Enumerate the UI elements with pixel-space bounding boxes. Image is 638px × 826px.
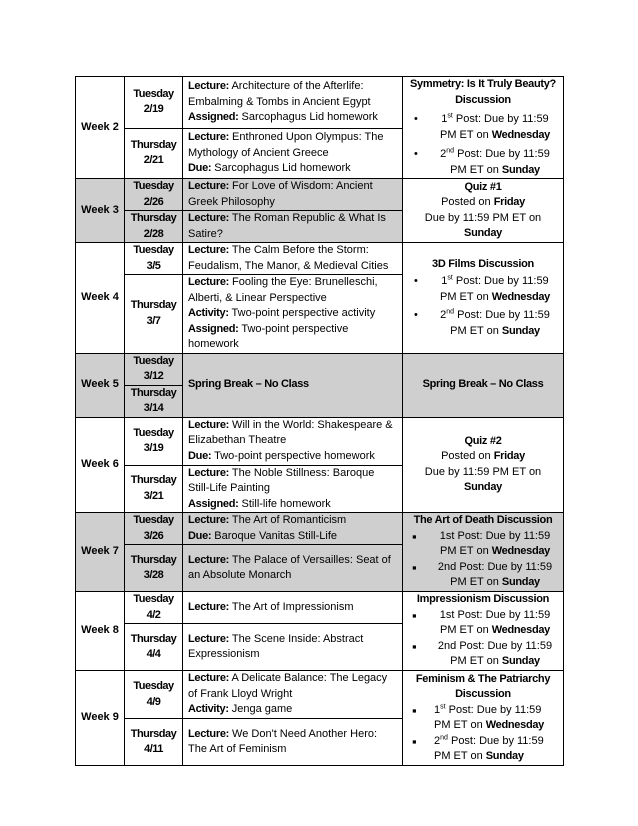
- date-cell: [125, 624, 183, 671]
- day-name: Thursday: [130, 212, 177, 224]
- lecture-key: Lecture:: [188, 466, 229, 479]
- due-value: Baroque Vanitas Still-Life: [211, 529, 338, 542]
- schedule-table: [75, 76, 564, 766]
- day-date: 3/7: [146, 314, 161, 327]
- lesson-cell: [183, 545, 403, 592]
- lecture-title: The Calm Before the Storm: Feudalism, The Manor, & Medieval Cities: [188, 244, 389, 272]
- assignment-cell: Spring Break – No Class: [403, 353, 564, 417]
- day-name: Thursday: [130, 632, 177, 645]
- lecture-title: The Palace of Versailles: Seat of an Absolute Monarch: [188, 553, 391, 581]
- lesson-cell: [183, 592, 403, 624]
- day-name: Tuesday: [133, 514, 174, 526]
- assigned-value: Sarcophagus Lid homework: [238, 111, 378, 124]
- assignment-posted: Posted on Friday: [441, 450, 525, 463]
- assignment-title: Quiz #2: [464, 434, 502, 447]
- list-item: ▪ 1st Post: Due by 11:59 PM ET on Wednesday: [408, 608, 558, 639]
- lecture-title: The Roman Republic & What Is Satire?: [188, 212, 386, 240]
- assignment-title: The Art of Death Discussion: [413, 514, 553, 527]
- lecture-key: Lecture:: [188, 276, 229, 288]
- date-cell: [125, 179, 183, 211]
- day-name: Thursday: [130, 474, 177, 487]
- date-cell: [125, 77, 183, 129]
- day-name: Tuesday: [133, 354, 174, 367]
- due-key: Due:: [188, 162, 212, 175]
- lecture-title: The Noble Stillness: Baroque Still-Life Painting: [188, 466, 375, 494]
- lecture-key: Lecture:: [188, 244, 229, 256]
- lecture-key: Lecture:: [188, 80, 229, 93]
- day-name: Tuesday: [133, 426, 174, 439]
- lecture-key: Lecture:: [188, 727, 229, 740]
- date-cell: [125, 275, 183, 354]
- lesson-cell: [183, 465, 403, 513]
- lecture-title: For Love of Wisdom: Ancient Greek Philosophy: [188, 180, 373, 208]
- day-name: Tuesday: [133, 593, 174, 605]
- day-name: Thursday: [130, 299, 177, 312]
- assignment-due: Due by 11:59 PM ET on: [424, 465, 542, 478]
- list-item: • 2nd Post: Due by 11:59 PM ET on Sunday: [408, 147, 558, 178]
- week-label: Week 6: [76, 417, 125, 513]
- assignment-cell: [403, 179, 564, 243]
- lecture-title: Enthroned Upon Olympus: The Mythology of Ancient Greece: [188, 131, 384, 159]
- lesson-cell: [183, 417, 403, 465]
- lesson-cell: [183, 243, 403, 275]
- list-item: • 1st Post: Due by 11:59 PM ET on Wednesday: [408, 112, 558, 143]
- list-item: ▪ 2nd Post: Due by 11:59 PM ET on Sunday: [408, 639, 558, 670]
- activity-value: Jenga game: [228, 703, 293, 716]
- day-date: 3/28: [143, 569, 164, 581]
- day-name: Tuesday: [133, 87, 174, 100]
- date-cell: [125, 385, 183, 417]
- lesson-cell: [183, 624, 403, 671]
- lesson-cell: Spring Break – No Class: [183, 353, 403, 417]
- assigned-key: Assigned:: [188, 111, 239, 124]
- lesson-cell: [183, 211, 403, 243]
- day-date: 3/5: [146, 259, 161, 272]
- lecture-title: Fooling the Eye: Brunelleschi, Alberti, & Linear Perspective: [188, 276, 378, 304]
- day-date: 2/21: [143, 154, 164, 167]
- week-label: Week 4: [76, 243, 125, 354]
- table-row: [76, 592, 564, 624]
- week-label: Week 8: [76, 592, 125, 671]
- lecture-key: Lecture:: [188, 672, 229, 685]
- assignment-cell: [403, 592, 564, 671]
- lecture-key: Lecture:: [188, 632, 229, 645]
- day-date: 3/12: [143, 370, 164, 382]
- day-date: 2/28: [143, 227, 164, 240]
- assignment-posted: Posted on Friday: [441, 196, 525, 208]
- lecture-title: The Art of Impressionism: [229, 600, 354, 613]
- day-name: Thursday: [130, 386, 177, 399]
- activity-value: Two-point perspective activity: [228, 307, 376, 319]
- lecture-title: A Delicate Balance: The Legacy of Frank Lloyd Wright: [188, 672, 388, 700]
- assignment-due: Due by 11:59 PM ET on: [424, 211, 542, 224]
- assignment-cell: [403, 243, 564, 354]
- date-cell: [125, 513, 183, 545]
- assignment-cell: [403, 77, 564, 179]
- assignment-title: 3D Films Discussion: [432, 257, 534, 270]
- week-label: Week 3: [76, 179, 125, 243]
- table-row: [76, 179, 564, 211]
- lecture-key: Lecture:: [188, 131, 229, 144]
- assignment-due-day: Sunday: [464, 481, 502, 494]
- day-date: 4/9: [146, 695, 161, 708]
- lecture-title: Will in the World: Shakespeare & Elizabethan Theatre: [188, 418, 393, 447]
- due-key: Due:: [188, 529, 212, 542]
- assigned-value: Two-point perspective homework: [188, 322, 349, 350]
- date-cell: [125, 719, 183, 766]
- lecture-key: Lecture:: [188, 418, 229, 431]
- table-row: [76, 513, 564, 545]
- date-cell: [125, 243, 183, 275]
- week-label: Week 2: [76, 77, 125, 179]
- due-value: Two-point perspective homework: [211, 449, 375, 462]
- day-date: 4/2: [146, 608, 161, 621]
- activity-key: Activity:: [188, 307, 229, 319]
- assignment-title: Feminism & The Patriarchy Discussion: [415, 672, 551, 700]
- day-date: 3/14: [143, 402, 164, 414]
- activity-key: Activity:: [188, 703, 229, 716]
- assigned-key: Assigned:: [188, 497, 239, 510]
- list-item: ▪ 1st Post: Due by 11:59 PM ET on Wednesday: [408, 529, 558, 560]
- lesson-cell: [183, 275, 403, 354]
- date-cell: [125, 592, 183, 624]
- assignment-cell: [403, 417, 564, 513]
- week-label: Week 5: [76, 353, 125, 417]
- lecture-title: Architecture of the Afterlife: Embalming & Tombs in Ancient Egypt: [188, 80, 371, 108]
- assignment-title: Symmetry: Is It Truly Beauty? Discussion: [410, 78, 556, 106]
- lecture-key: Lecture:: [188, 180, 229, 192]
- day-name: Tuesday: [133, 680, 174, 692]
- week-label: Week 9: [76, 671, 125, 766]
- lecture-key: Lecture:: [188, 514, 229, 526]
- day-date: 3/21: [143, 489, 164, 502]
- lecture-key: Lecture:: [188, 212, 229, 224]
- date-cell: [125, 128, 183, 178]
- day-date: 3/26: [143, 529, 164, 542]
- assignment-due-day: Sunday: [464, 227, 502, 239]
- list-item: • 1st Post: Due by 11:59 PM ET on Wednesday: [408, 274, 558, 305]
- lecture-title: The Scene Inside: Abstract Expressionism: [188, 632, 364, 660]
- list-item: ▪ 2nd Post: Due by 11:59 PM ET on Sunday: [408, 734, 558, 765]
- assignment-cell: [403, 671, 564, 766]
- lecture-key: Lecture:: [188, 600, 229, 613]
- day-name: Tuesday: [133, 244, 174, 256]
- day-name: Thursday: [130, 727, 177, 740]
- table-row: [76, 77, 564, 129]
- date-cell: [125, 671, 183, 719]
- lesson-cell: [183, 77, 403, 129]
- table-row: [76, 417, 564, 465]
- list-item: ▪ 2nd Post: Due by 11:59 PM ET on Sunday: [408, 560, 558, 591]
- lesson-cell: [183, 671, 403, 719]
- lecture-title: We Don't Need Another Hero: The Art of Feminism: [188, 727, 378, 755]
- week-label: Week 7: [76, 513, 125, 592]
- assignment-title: Quiz #1: [464, 180, 502, 193]
- lecture-key: Lecture:: [188, 553, 229, 566]
- day-name: Thursday: [130, 553, 177, 566]
- assignment-title: Impressionism Discussion: [416, 593, 550, 606]
- due-value: Sarcophagus Lid homework: [211, 162, 351, 175]
- day-name: Tuesday: [133, 180, 174, 192]
- assigned-key: Assigned:: [188, 322, 239, 335]
- date-cell: [125, 353, 183, 385]
- lesson-cell: [183, 513, 403, 545]
- day-date: 4/4: [146, 648, 161, 660]
- lesson-cell: [183, 719, 403, 766]
- table-row: [76, 353, 564, 385]
- day-date: 2/19: [143, 103, 164, 116]
- date-cell: [125, 211, 183, 243]
- lesson-cell: [183, 179, 403, 211]
- date-cell: [125, 465, 183, 513]
- lesson-cell: [183, 128, 403, 178]
- due-key: Due:: [188, 449, 212, 462]
- date-cell: [125, 545, 183, 592]
- assigned-value: Still-life homework: [238, 497, 331, 510]
- table-row: [76, 671, 564, 719]
- day-name: Thursday: [130, 138, 177, 151]
- day-date: 4/11: [144, 743, 163, 755]
- list-item: • 2nd Post: Due by 11:59 PM ET on Sunday: [408, 308, 558, 339]
- day-date: 3/19: [143, 442, 164, 454]
- table-row: [76, 243, 564, 275]
- assignment-cell: [403, 513, 564, 592]
- day-date: 2/26: [143, 195, 164, 208]
- lecture-title: The Art of Romanticism: [229, 514, 347, 526]
- date-cell: [125, 417, 183, 465]
- list-item: ▪ 1st Post: Due by 11:59 PM ET on Wednesday: [408, 703, 558, 734]
